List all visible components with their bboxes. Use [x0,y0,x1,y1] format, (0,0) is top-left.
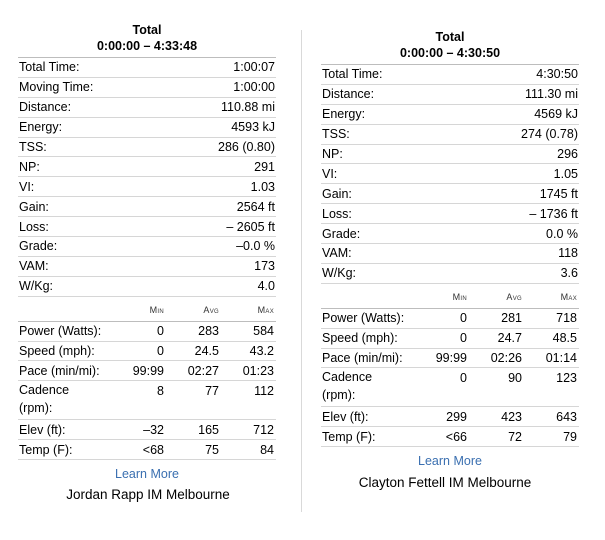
max-header: Max [560,291,577,302]
metric-label: Speed (mph): [19,344,95,359]
stat-value: 296 [557,147,578,161]
stat-row [321,204,579,224]
metric-max: 01:23 [242,363,274,378]
metric-max: 643 [556,409,577,424]
metric-label: Pace (min/mi): [322,351,403,366]
metric-min: 299 [446,409,467,424]
min-header: Min [452,291,467,302]
stat-row [321,264,579,284]
stat-row [321,145,579,165]
learn-more-link[interactable]: Learn More [418,454,482,469]
metric-label: Cadence (rpm): [19,383,70,416]
stat-label: Distance: [322,87,375,102]
metric-row [321,427,579,447]
stat-row [321,65,579,85]
metric-max: 48.5 [552,331,577,346]
stat-value: 1:00:07 [233,60,275,75]
min-avg-max-header [18,305,276,321]
stat-value: 4593 kJ [231,120,275,135]
stat-label: Loss: [322,206,352,221]
metric-max: 84 [260,442,274,457]
metric-avg: 24.7 [497,331,522,346]
stat-value: 4:30:50 [536,67,578,82]
metric-row [18,361,276,381]
metric-avg: 75 [205,442,219,457]
metric-min: 8 [157,384,164,399]
metric-max: 712 [253,422,274,437]
metric-label: Cadence (rpm): [322,370,373,403]
stat-value: 1.03 [250,179,275,194]
metric-min: 0 [157,324,164,339]
stat-label: Energy: [322,107,366,122]
metric-avg: 423 [501,409,522,424]
panel-title: Total [435,30,465,44]
stat-row [18,237,276,257]
stat-row [321,125,579,145]
metric-label: Power (Watts): [19,324,102,339]
metric-avg: 72 [508,429,522,444]
divider [301,30,302,512]
stat-row [321,164,579,184]
stat-value: –0.0 % [236,239,275,254]
stat-value: 110.88 mi [221,100,275,115]
metric-min: 99:99 [435,351,467,366]
min-avg-max-header [321,292,579,308]
stat-row [18,98,276,118]
stat-label: Energy: [19,120,63,135]
metric-max: 123 [556,371,577,386]
metric-label: Temp (F): [19,442,73,457]
metric-label: Pace (min/mi): [19,363,100,378]
metric-min: 0 [157,344,164,359]
metric-avg: 24.5 [194,344,219,359]
metric-min: 0 [460,371,467,386]
stat-row [18,217,276,237]
time-range: 0:00:00 – 4:30:50 [399,46,501,60]
stat-row [18,177,276,197]
metric-min: 99:99 [132,363,164,378]
stat-value: 0.0 % [546,226,578,241]
stat-value: 1:00:00 [233,80,275,95]
stat-row [18,197,276,217]
metric-max: 01:14 [545,351,577,366]
stat-label: Grade: [19,239,58,254]
metric-min: –32 [143,422,164,437]
stat-value: 1.05 [553,166,578,181]
stat-value: 173 [254,259,275,274]
stat-value: – 1736 ft [529,206,578,221]
stat-label: Gain: [19,199,49,214]
metric-avg: 281 [501,311,522,326]
caption-right: Clayton Fettell IM Melbourne [358,475,532,490]
stat-label: VI: [19,179,35,194]
stat-label: Total Time: [19,60,80,75]
metric-label: Temp (F): [322,429,376,444]
stats-panel-right [321,29,579,468]
stat-label: Total Time: [322,67,383,82]
avg-header: Avg [506,291,522,302]
summary-stats [18,57,276,297]
metric-avg: 02:27 [187,363,219,378]
metric-max: 112 [254,384,274,399]
stat-label: W/Kg: [19,279,54,294]
metric-min: <66 [445,429,467,444]
min-header: Min [149,304,164,315]
summary-stats [321,64,579,284]
metric-avg: 77 [205,384,219,399]
metric-max: 79 [563,429,577,444]
stat-label: Moving Time: [19,80,94,95]
stat-row [321,85,579,105]
stat-value: 118 [558,246,578,261]
stat-row [18,277,276,297]
stat-label: VAM: [19,259,49,274]
metric-min: <68 [142,442,164,457]
learn-more-link[interactable]: Learn More [115,467,179,482]
stat-value: 3.6 [560,266,578,281]
metric-avg: 02:26 [490,351,522,366]
metric-row [18,342,276,362]
stat-value: 291 [254,159,275,174]
metric-min: 0 [460,311,467,326]
stat-label: Distance: [19,100,72,115]
avg-header: Avg [203,304,219,315]
metric-row [18,322,276,342]
stat-value: 111.30 mi [524,87,578,102]
stat-value: 286 (0.80) [218,140,275,154]
stat-row [18,118,276,138]
metric-row [18,381,276,420]
stat-label: Loss: [19,219,49,234]
metric-label: Speed (mph): [322,331,398,346]
metric-label: Power (Watts): [322,311,405,326]
min-avg-max-table [18,321,276,460]
metric-avg: 165 [198,422,219,437]
metric-row [321,349,579,369]
stat-value: – 2605 ft [226,219,275,234]
metric-max: 718 [556,311,577,326]
metric-label: Elev (ft): [322,409,369,424]
stat-row [18,78,276,98]
stat-row [18,257,276,277]
stat-label: Gain: [322,186,352,201]
stat-value: 2564 ft [236,199,275,214]
metric-row [18,440,276,460]
stat-row [321,105,579,125]
stat-row [321,184,579,204]
stat-row [321,224,579,244]
metric-row [18,420,276,440]
metric-label: Elev (ft): [19,422,66,437]
stat-label: TSS: [322,127,350,142]
panel-title: Total [132,23,162,37]
stats-panel-left [18,22,276,481]
stat-label: VI: [322,166,338,181]
stat-row [18,157,276,177]
stat-value: 274 (0.78) [521,127,578,142]
stat-row [18,58,276,78]
stat-label: NP: [322,147,343,161]
metric-max: 584 [253,324,274,339]
stat-row [321,244,579,264]
stat-label: TSS: [19,140,47,154]
stat-label: NP: [19,159,40,174]
metric-row [321,309,579,329]
metric-avg: 90 [508,371,522,386]
caption-left: Jordan Rapp IM Melbourne [66,487,230,502]
metric-row [321,329,579,349]
stat-label: Grade: [322,226,361,241]
stat-label: VAM: [322,246,352,261]
metric-avg: 283 [198,324,219,339]
max-header: Max [257,304,274,315]
stat-row [18,138,276,158]
metric-min: 0 [460,331,467,346]
time-range: 0:00:00 – 4:33:48 [96,39,198,53]
stat-label: W/Kg: [322,266,357,281]
metric-row [321,368,579,407]
stat-value: 4569 kJ [534,107,578,122]
metric-row [321,407,579,427]
min-avg-max-table [321,308,579,447]
stat-value: 4.0 [257,279,275,294]
stat-value: 1745 ft [539,186,578,201]
metric-max: 43.2 [249,344,274,359]
